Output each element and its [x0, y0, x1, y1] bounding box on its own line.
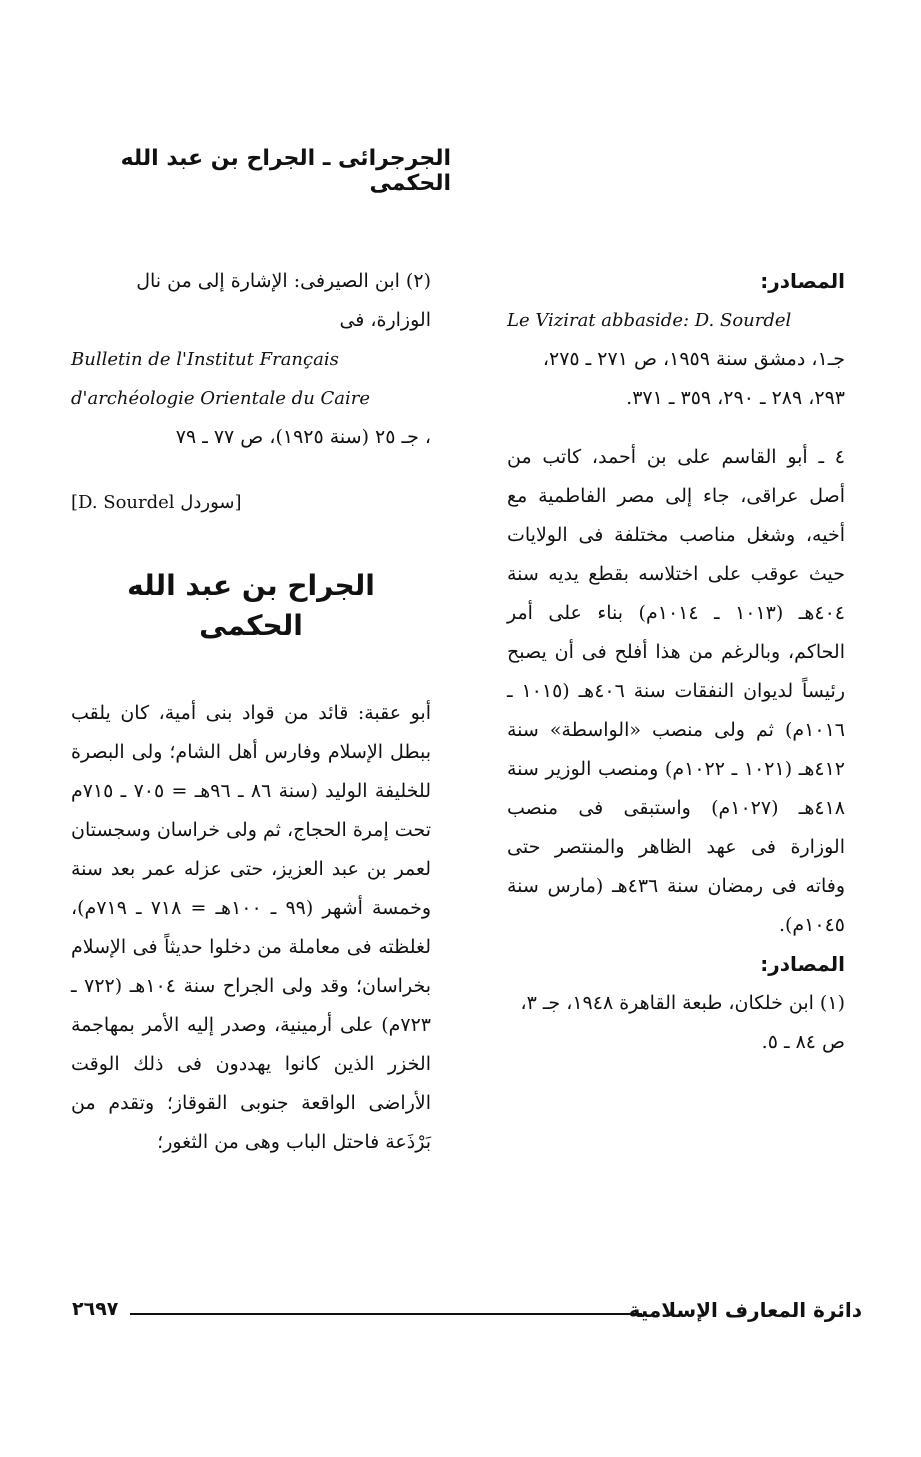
left-column [71, 262, 431, 1162]
bibliography-entry: ، جـ ٢٥ (سنة ١٩٢٥)، ص ٧٧ ـ ٧٩ [175, 426, 431, 448]
sources-heading: المصادر: [760, 952, 845, 976]
sources-heading: المصادر: [760, 269, 845, 293]
bibliography-entry: (١) ابن خلكان، طبعة القاهرة ١٩٤٨، جـ ٣، ص ٨٤ ـ ٥. [520, 992, 845, 1053]
article-title: الجراح بن عبد الله الحكمى [127, 569, 375, 642]
author-signature: [D. Sourdel سوردل] [71, 492, 242, 513]
running-head: الجرجرائى ـ الجراح بن عبد الله الحكمى [120, 146, 451, 196]
article-paragraph: ٤ ـ أبو القاسم على بن أحمد، كاتب من أصل عراقى، جاء إلى مصر الفاطمية مع أخيه، وشغل مناصب مختلفة فى الولايات حيث عوقب على اختلاسه بقطع يديه سنة ٤٠٤هـ (١٠١٣ ـ ١٠١٤م) بناء على أمر الحاكم، وبالرغم من هذا أفلح فى أن يصبح رئيساً لديوان النفقات سنة ٤٠٦هـ (١٠١٥ ـ ١٠١٦م) ثم ولى منصب «الواسطة» سنة ٤١٢هـ (١٠٢١ ـ ١٠٢٢م) ومنصب الوزير سنة ٤١٨هـ (١٠٢٧م) واستبقى فى منصب الوزارة فى عهد الظاهر والمنتصر حتى وفاته فى رمضان سنة ٤٣٦هـ (مارس سنة ١٠٤٥م). [507, 446, 845, 936]
bibliography-entry-latin: Le Vizirat abbaside: D. Sourdel [507, 310, 792, 331]
article-body: أبو عقبة: قائد من قواد بنى أمية، كان يلقب ببطل الإسلام وفارس أهل الشام؛ ولى البصرة للخليفة الوليد (سنة ٨٦ ـ ٩٦هـ = ٧٠٥ ـ ٧١٥م تحت إمرة الحجاج، ثم ولى خراسان وسجستان لعمر بن عبد العزيز، حتى عزله عمر بعد سنة وخمسة أشهر (٩٩ ـ ١٠٠هـ = ٧١٨ ـ ٧١٩م)، لغلظته فى معاملة من دخلوا حديثاً فى الإسلام بخراسان؛ وقد ولى الجراح سنة ١٠٤هـ (٧٢٢ ـ ٧٢٣م) على أرمينية، وصدر إليه الأمر بمهاجمة الخزر الذين كانوا يهددون فى ذلك الوقت الأراضى الواقعة جنوبى القوقاز؛ وتقدم من بَرْذَعة فاحتل الباب وهى من الثغور؛ [71, 702, 431, 1153]
bibliography-entry: (٢) ابن الصيرفى: الإشارة إلى من نال الوزارة، فى [136, 270, 431, 331]
footer-rule [130, 1313, 642, 1315]
right-column [507, 262, 845, 1062]
footer-title: دائرة المعارف الإسلامية [628, 1298, 862, 1322]
page-footer [72, 1298, 862, 1328]
bibliography-entry: جـ١، دمشق سنة ١٩٥٩، ص ٢٧١ ـ ٢٧٥، ٢٩٣، ٢٨٩ ـ ٢٩٠، ٣٥٩ ـ ٣٧١. [542, 348, 845, 409]
bibliography-entry-latin: Bulletin de l'Institut Français d'archéologie Orientale du Caire [71, 349, 371, 409]
page-number: ٢٦٩٧ [72, 1298, 119, 1320]
